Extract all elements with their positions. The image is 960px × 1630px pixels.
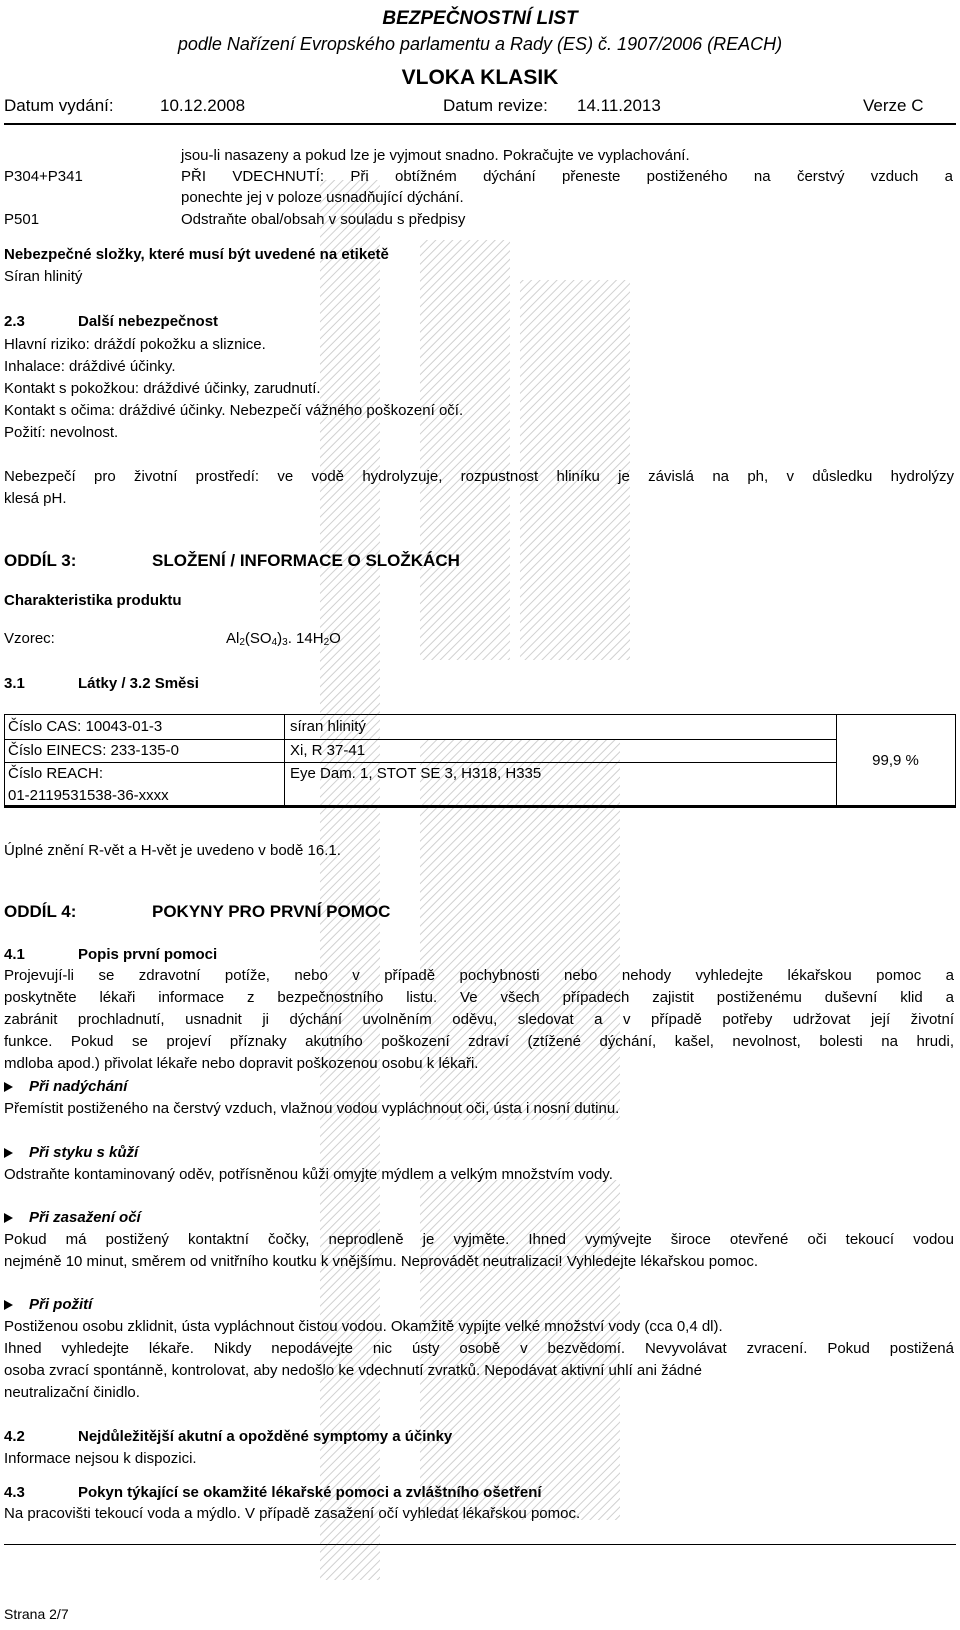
regulation-line: podle Nařízení Evropského parlamentu a Rady (ES) č. 1907/2006 (REACH) bbox=[177, 34, 783, 54]
s42-text: Informace nejsou k dispozici. bbox=[4, 1450, 197, 1467]
ingestion-line-2: Ihned vyhledejte lékaře. Nikdy nepodávejte nic ústy osobě v bezvědomí. Nevyvolávat zvracení. Pokud postižená bbox=[4, 1340, 954, 1357]
revision-label: Datum revize: bbox=[443, 96, 548, 115]
h-phrases: Eye Dam. 1, STOT SE 3, H318, H335 bbox=[290, 765, 542, 782]
r-phrases: Xi, R 37-41 bbox=[290, 742, 366, 759]
issue-date: 10.12.2008 bbox=[160, 96, 246, 115]
p304-text-1: PŘI VDECHNUTÍ: Při obtížném dýchání přeneste postiženého na čerstvý vzduch a bbox=[181, 168, 953, 185]
s23-line-5: Požití: nevolnost. bbox=[4, 424, 119, 441]
bullet-arrow-icon bbox=[4, 1213, 13, 1223]
formula-value: $Al_2(SO_4)_3$. $14H_2O$ bbox=[226, 630, 341, 648]
s23-line-4: Kontakt s očima: dráždivé účinky. Nebezpečí vážného poškození očí. bbox=[4, 402, 464, 419]
s43-text: Na pracovišti tekoucí voda a mýdlo. V případě zasažení očí vyhledat lékařskou pomoc. bbox=[4, 1505, 581, 1522]
einecs-number: Číslo EINECS: 233-135-0 bbox=[8, 742, 179, 759]
eye-line-1: Pokud má postižený kontaktní čočky, neprodleně je vyjměte. Ihned vymývejte široce otevřené oči tekoucí vodou bbox=[4, 1231, 954, 1248]
eye-heading: Při zasažení očí bbox=[4, 1209, 141, 1227]
s23-env-line-2: klesá pH. bbox=[4, 490, 67, 507]
revision-date: 14.11.2013 bbox=[577, 96, 661, 115]
p501-text: Odstraňte obal/obsah v souladu s předpisy bbox=[181, 211, 466, 228]
r-h-phrases-note: Úplné znění R-vět a H-vět je uvedeno v bodě 16.1. bbox=[4, 842, 341, 859]
s42-number: 4.2 bbox=[4, 1428, 25, 1445]
ingestion-heading: Při požití bbox=[4, 1296, 92, 1314]
p304-code: P304+P341 bbox=[4, 168, 83, 185]
ingestion-line-3: osoba zvrací spontánně, kontrolovat, aby nedošlo ke vdechnutí zvratků. Nepodávat aktivní uhlí ani žádné bbox=[4, 1362, 702, 1379]
version: Verze C bbox=[863, 96, 924, 115]
s41-line-5: mdloba apod.) přivolat lékaře nebo dopravit poškozenou osobu k lékaři. bbox=[4, 1055, 479, 1072]
s41-line-2: poskytněte lékaři informace z bezpečnostního listu. Ve všech případech zajistit postiženému duševní klid a bbox=[4, 989, 954, 1006]
substance-name: síran hlinitý bbox=[290, 718, 366, 735]
s23-line-1: Hlavní riziko: dráždí pokožku a sliznice. bbox=[4, 336, 266, 353]
footer-rule bbox=[4, 1544, 956, 1545]
product-char-heading: Charakteristika produktu bbox=[4, 592, 182, 609]
eye-line-2: nejméně 10 minut, směrem od vnitřního koutku k vnějšímu. Neprovádět neutralizaci! Vyhledejte lékařskou pomoc. bbox=[4, 1253, 758, 1270]
section3-label: ODDÍL 3: bbox=[4, 551, 77, 570]
ingestion-line-4: neutralizační činidlo. bbox=[4, 1384, 140, 1401]
s41-title: Popis první pomoci bbox=[78, 946, 218, 963]
hazardous-heading: Nebezpečné složky, které musí být uvedené na etiketě bbox=[4, 246, 389, 263]
s23-env-line-1: Nebezpečí pro životní prostředí: ve vodě hydrolyzuje, rozpustnost hliníku je závislá na ph, v důsledku hydrolýzy bbox=[4, 468, 954, 485]
p501-code: P501 bbox=[4, 211, 40, 228]
s43-number: 4.3 bbox=[4, 1484, 25, 1501]
page-number: Strana 2/7 bbox=[4, 1606, 69, 1622]
reach-number: 01-2119531538-36-xxxx bbox=[8, 787, 169, 804]
skin-heading: Při styku s kůží bbox=[4, 1144, 138, 1162]
s31-number: 3.1 bbox=[4, 675, 25, 692]
hazardous-value: Síran hlinitý bbox=[4, 268, 83, 285]
bullet-arrow-icon bbox=[4, 1300, 13, 1310]
section4-title: POKYNY PRO PRVNÍ POMOC bbox=[152, 902, 391, 921]
s41-line-4: funkce. Pokud se projeví příznaky akutního poškození zdraví (ztížené dýchání, kašel, nevolnost, bolesti na hrudi, bbox=[4, 1033, 954, 1050]
inhalation-heading: Při nadýchání bbox=[4, 1078, 127, 1096]
skin-text: Odstraňte kontaminovaný oděv, potřísněnou kůži omyjte mýdlem a velkým množstvím vody. bbox=[4, 1166, 613, 1183]
formula-label: Vzorec: bbox=[4, 630, 55, 647]
s41-number: 4.1 bbox=[4, 946, 25, 963]
section4-label: ODDÍL 4: bbox=[4, 902, 77, 921]
product-name: VLOKA KLASIK bbox=[401, 66, 559, 89]
s41-line-1: Projevují-li se zdravotní potíže, nebo v případě pochybnosti nebo nehody vyhledejte lékařskou pomoc a bbox=[4, 967, 954, 984]
p304-text-2: ponechte jej v poloze usnadňující dýchání. bbox=[181, 189, 464, 206]
precaution-continued: jsou-li nasazeny a pokud lze je vyjmout snadno. Pokračujte ve vyplachování. bbox=[181, 147, 690, 164]
s41-line-3: zabránit prochladnutí, usnadnit ji dýchání uvolněním oděvu, sledovat a v případě potřeby udržovat její životní bbox=[4, 1011, 954, 1028]
s43-title: Pokyn týkající se okamžité lékařské pomoci a zvláštního ošetření bbox=[78, 1484, 542, 1501]
cas-number: Číslo CAS: 10043-01-3 bbox=[8, 718, 163, 735]
header-rule bbox=[4, 123, 956, 125]
s42-title: Nejdůležitější akutní a opožděné symptomy a účinky bbox=[78, 1428, 453, 1445]
bullet-arrow-icon bbox=[4, 1148, 13, 1158]
s31-title: Látky / 3.2 Směsi bbox=[78, 675, 199, 692]
ingestion-line-1: Postiženou osobu zklidnit, ústa vypláchnout čistou vodou. Okamžitě vypijte velké množství vody (cca 0,4 dl). bbox=[4, 1318, 723, 1335]
concentration: 99,9 % bbox=[872, 752, 919, 769]
s23-line-2: Inhalace: dráždivé účinky. bbox=[4, 358, 176, 375]
section3-title: SLOŽENÍ / INFORMACE O SLOŽKÁCH bbox=[152, 551, 460, 570]
s23-line-3: Kontakt s pokožkou: dráždivé účinky, zarudnutí. bbox=[4, 380, 321, 397]
reach-label: Číslo REACH: bbox=[8, 765, 104, 782]
inhalation-text: Přemístit postiženého na čerstvý vzduch, vlažnou vodou vypláchnout oči, ústa i nosní dutinu. bbox=[4, 1100, 620, 1117]
issue-label: Datum vydání: bbox=[4, 96, 114, 115]
s23-title: Další nebezpečnost bbox=[78, 313, 219, 330]
bullet-arrow-icon bbox=[4, 1082, 13, 1092]
document-title: BEZPEČNOSTNÍ LIST bbox=[382, 8, 578, 29]
s23-number: 2.3 bbox=[4, 313, 25, 330]
